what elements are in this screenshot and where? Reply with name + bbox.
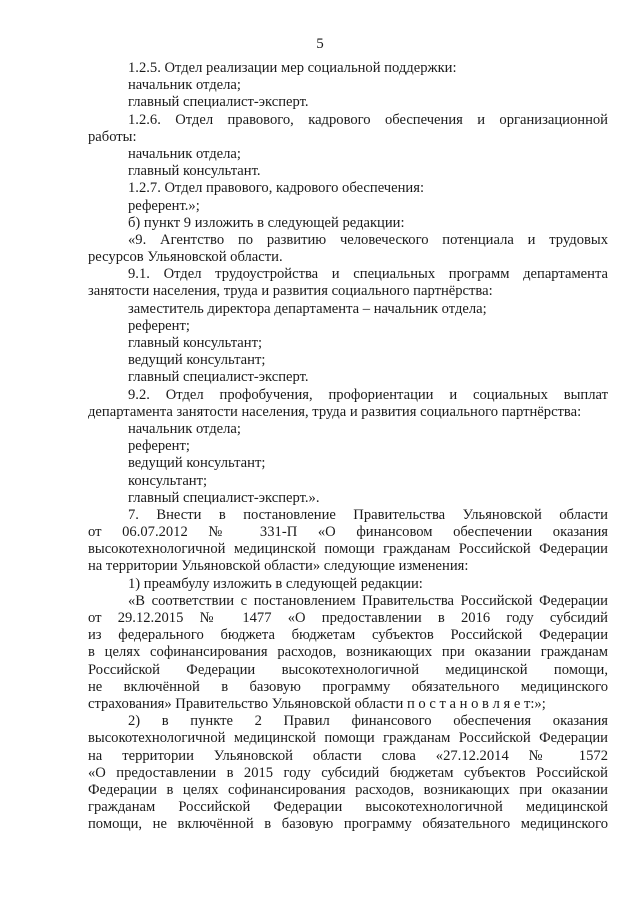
text-line: Российской Федерации высокотехнологичной медицинской помощи, (88, 661, 608, 678)
text-line: в целях софинансирования расходов, возникающих при оказании гражданам (88, 644, 608, 661)
text-line: референт; (128, 438, 190, 455)
text-line: на территории Ульяновской области слова «27.12.2014 № 1572 (88, 747, 608, 764)
text-line: главный специалист-эксперт. (128, 369, 309, 386)
text-line: 9.2. Отдел профобучения, профориентации и социальных выплат (128, 386, 608, 403)
text-line: консультант; (128, 472, 208, 489)
document-body (88, 60, 608, 833)
text-line: 1) преамбулу изложить в следующей редакции: (128, 575, 423, 592)
text-line: начальник отдела; (128, 420, 241, 437)
text-line: 7. Внести в постановление Правительства Ульяновской области (128, 506, 608, 523)
text-line: «О предоставлении в 2015 году субсидий бюджетам субъектов Российской (88, 764, 608, 781)
text-line: главный консультант; (128, 335, 263, 351)
text-line: не включённой в базовую программу обязательного медицинского (88, 678, 608, 695)
text-line: заместитель директора департамента – начальник отдела; (128, 300, 487, 317)
text-line: высокотехнологичной медицинской помощи гражданам Российской Федерации (88, 541, 608, 558)
text-line: занятости населения, труда и развития социального партнёрства: (88, 283, 493, 300)
text-line: гражданам Российской Федерации высокотехнологичной медицинской (88, 799, 608, 816)
text-line: начальник отдела; (128, 77, 241, 94)
text-line: референт; (128, 317, 190, 334)
text-line: от 06.07.2012 № 331-П «О финансовом обеспечении оказания (88, 524, 608, 541)
text-line: на территории Ульяновской области» следующие изменения: (88, 558, 469, 575)
text-line: начальник отдела; (128, 145, 241, 162)
text-line: 9.1. Отдел трудоустройства и специальных программ департамента (128, 266, 608, 283)
text-line: департамента занятости населения, труда и развития социального партнёрства: (88, 403, 582, 420)
text-line: ресурсов Ульяновской области. (88, 249, 283, 266)
text-line: высокотехнологичной медицинской помощи гражданам Российской Федерации (88, 730, 608, 747)
text-line: 1.2.5. Отдел реализации мер социальной поддержки: (128, 60, 457, 76)
text-line: помощи, не включённой в базовую программу обязательного медицинского (88, 816, 608, 833)
text-line: работы: (88, 128, 137, 145)
page-number: 5 (316, 36, 324, 52)
text-line: главный консультант. (128, 163, 261, 180)
text-line: ведущий консультант; (128, 352, 266, 369)
text-line: ведущий консультант; (128, 455, 266, 472)
text-line: 1.2.7. Отдел правового, кадрового обеспечения: (128, 180, 425, 197)
text-line: главный специалист-эксперт.». (128, 489, 320, 506)
text-line: главный специалист-эксперт. (128, 94, 309, 111)
text-line: «9. Агентство по развитию человеческого потенциала и трудовых (128, 231, 608, 248)
text-line: Федерации в целях софинансирования расходов, возникающих при оказании (88, 781, 608, 798)
text-line: страхования» Правительство Ульяновской области п о с т а н о в л я е т:»; (88, 695, 546, 712)
text-line: б) пункт 9 изложить в следующей редакции: (128, 214, 405, 231)
text-line: 1.2.6. Отдел правового, кадрового обеспечения и организационной (128, 111, 608, 128)
text-line: от 29.12.2015 № 1477 «О предоставлении в 2016 году субсидий (88, 610, 608, 626)
text-line: 2) в пункте 2 Правил финансового обеспечения оказания (128, 713, 608, 730)
text-line: «В соответствии с постановлением Правительства Российской Федерации (128, 592, 608, 609)
text-line: референт.»; (128, 197, 200, 214)
text-line: из федерального бюджета бюджетам субъектов Российской Федерации (88, 627, 608, 644)
